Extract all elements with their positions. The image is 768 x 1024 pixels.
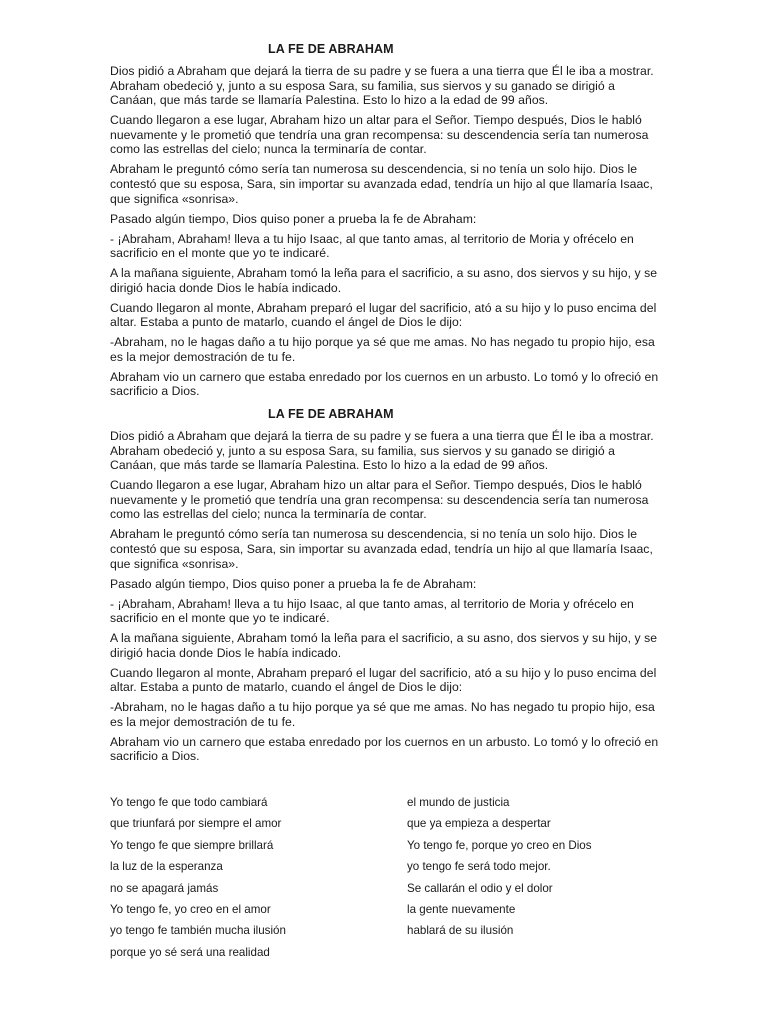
story-paragraph: Dios pidió a Abraham que dejará la tierra de su padre y se fuera a una tierra que Él le iba a mostrar. Abraham obedeció y, junto a su esposa Sara, su familia, sus siervos y su ganado se dirigió a Canáan, que más tarde se llamaría Palestina. Esto lo hizo a la edad de 99 años. — [110, 429, 654, 473]
story-paragraph: - ¡Abraham, Abraham! lleva a tu hijo Isaac, al que tanto amas, al territorio de Moria y ofrécelo en sacrificio en el monte que yo te indicaré. — [110, 596, 634, 626]
lyric-line: Se callarán el odio y el dolor — [407, 881, 553, 895]
story-paragraph: Abraham vio un carnero que estaba enredado por los cuernos en un arbusto. Lo tomó y lo ofreció en sacrificio a Dios. — [110, 734, 659, 764]
lyric-line: yo tengo fe será todo mejor. — [407, 860, 551, 874]
lyric-line: yo tengo fe también mucha ilusión — [110, 924, 286, 938]
song-lyrics — [110, 792, 670, 963]
story-section-1 — [110, 42, 660, 399]
lyric-line: porque yo sé será una realidad — [110, 945, 270, 959]
lyric-line: no se apagará jamás — [110, 881, 219, 895]
story-title: LA FE DE ABRAHAM — [268, 407, 394, 421]
lyric-line: Yo tengo fe, porque yo creo en Dios — [407, 838, 592, 852]
story-paragraph: Abraham le preguntó cómo sería tan numerosa su descendencia, si no tenía un solo hijo. Dios le contestó que su esposa, Sara, sin importar su avanzada edad, tendría un hijo al que llamaría Isaac, que significa «sonrisa». — [110, 162, 653, 206]
story-paragraph: Cuando llegaron a ese lugar, Abraham hizo un altar para el Señor. Tiempo después, Dios le habló nuevamente y le prometió que tendría una gran recompensa: su descendencia sería tan numerosa como las estrellas del cielo; nunca la terminaría de contar. — [110, 478, 649, 522]
lyric-line: el mundo de justicia — [407, 796, 510, 809]
story-paragraph: Cuando llegaron al monte, Abraham preparó el lugar del sacrificio, ató a su hijo y lo puso encima del altar. Estaba a punto de matarlo, cuando el ángel de Dios le dijo: — [110, 300, 657, 330]
story-paragraph: Pasado algún tiempo, Dios quiso poner a prueba la fe de Abraham: — [110, 576, 477, 591]
lyric-line: Yo tengo fe que todo cambiará — [110, 796, 268, 809]
lyrics-column-right — [407, 792, 670, 963]
lyric-line: Yo tengo fe, yo creo en el amor — [110, 903, 271, 917]
story-paragraph: Abraham vio un carnero que estaba enredado por los cuernos en un arbusto. Lo tomó y lo ofreció en sacrificio a Dios. — [110, 369, 659, 399]
story-paragraph: - ¡Abraham, Abraham! lleva a tu hijo Isaac, al que tanto amas, al territorio de Moria y ofrécelo en sacrificio en el monte que yo te indicaré. — [110, 231, 634, 261]
document-body — [110, 42, 660, 769]
story-paragraph: -Abraham, no le hagas daño a tu hijo porque ya sé que me amas. No has negado tu propio hijo, esa es la mejor demostración de tu fe. — [110, 335, 655, 364]
story-paragraph: -Abraham, no le hagas daño a tu hijo porque ya sé que me amas. No has negado tu propio hijo, esa es la mejor demostración de tu fe. — [110, 700, 655, 729]
lyric-line: Yo tengo fe que siempre brillará — [110, 838, 274, 852]
story-paragraph: Pasado algún tiempo, Dios quiso poner a prueba la fe de Abraham: — [110, 211, 477, 226]
story-paragraph: Cuando llegaron al monte, Abraham preparó el lugar del sacrificio, ató a su hijo y lo puso encima del altar. Estaba a punto de matarlo, cuando el ángel de Dios le dijo: — [110, 665, 657, 695]
story-section-2 — [110, 407, 660, 764]
story-paragraph: A la mañana siguiente, Abraham tomó la leña para el sacrificio, a su asno, dos siervos y su hijo, y se dirigió hacia donde Dios le había indicado. — [110, 631, 658, 660]
lyric-line: la gente nuevamente — [407, 903, 516, 917]
story-paragraph: Abraham le preguntó cómo sería tan numerosa su descendencia, si no tenía un solo hijo. Dios le contestó que su esposa, Sara, sin importar su avanzada edad, tendría un hijo al que llamaría Isaac, que significa «sonrisa». — [110, 527, 653, 571]
story-paragraph: Cuando llegaron a ese lugar, Abraham hizo un altar para el Señor. Tiempo después, Dios le habló nuevamente y le prometió que tendría una gran recompensa: su descendencia sería tan numerosa como las estrellas del cielo; nunca la terminaría de contar. — [110, 113, 649, 157]
lyric-line: la luz de la esperanza — [110, 860, 223, 874]
lyrics-column-left — [110, 792, 407, 963]
lyric-line: que triunfará por siempre el amor — [110, 817, 282, 831]
story-title: LA FE DE ABRAHAM — [268, 42, 394, 56]
story-paragraph: Dios pidió a Abraham que dejará la tierra de su padre y se fuera a una tierra que Él le iba a mostrar. Abraham obedeció y, junto a su esposa Sara, su familia, sus siervos y su ganado se dirigió a Canáan, que más tarde se llamaría Palestina. Esto lo hizo a la edad de 99 años. — [110, 64, 654, 108]
lyric-line: que ya empieza a despertar — [407, 817, 551, 831]
lyric-line: hablará de su ilusión — [407, 924, 514, 938]
story-paragraph: A la mañana siguiente, Abraham tomó la leña para el sacrificio, a su asno, dos siervos y su hijo, y se dirigió hacia donde Dios le había indicado. — [110, 266, 658, 295]
